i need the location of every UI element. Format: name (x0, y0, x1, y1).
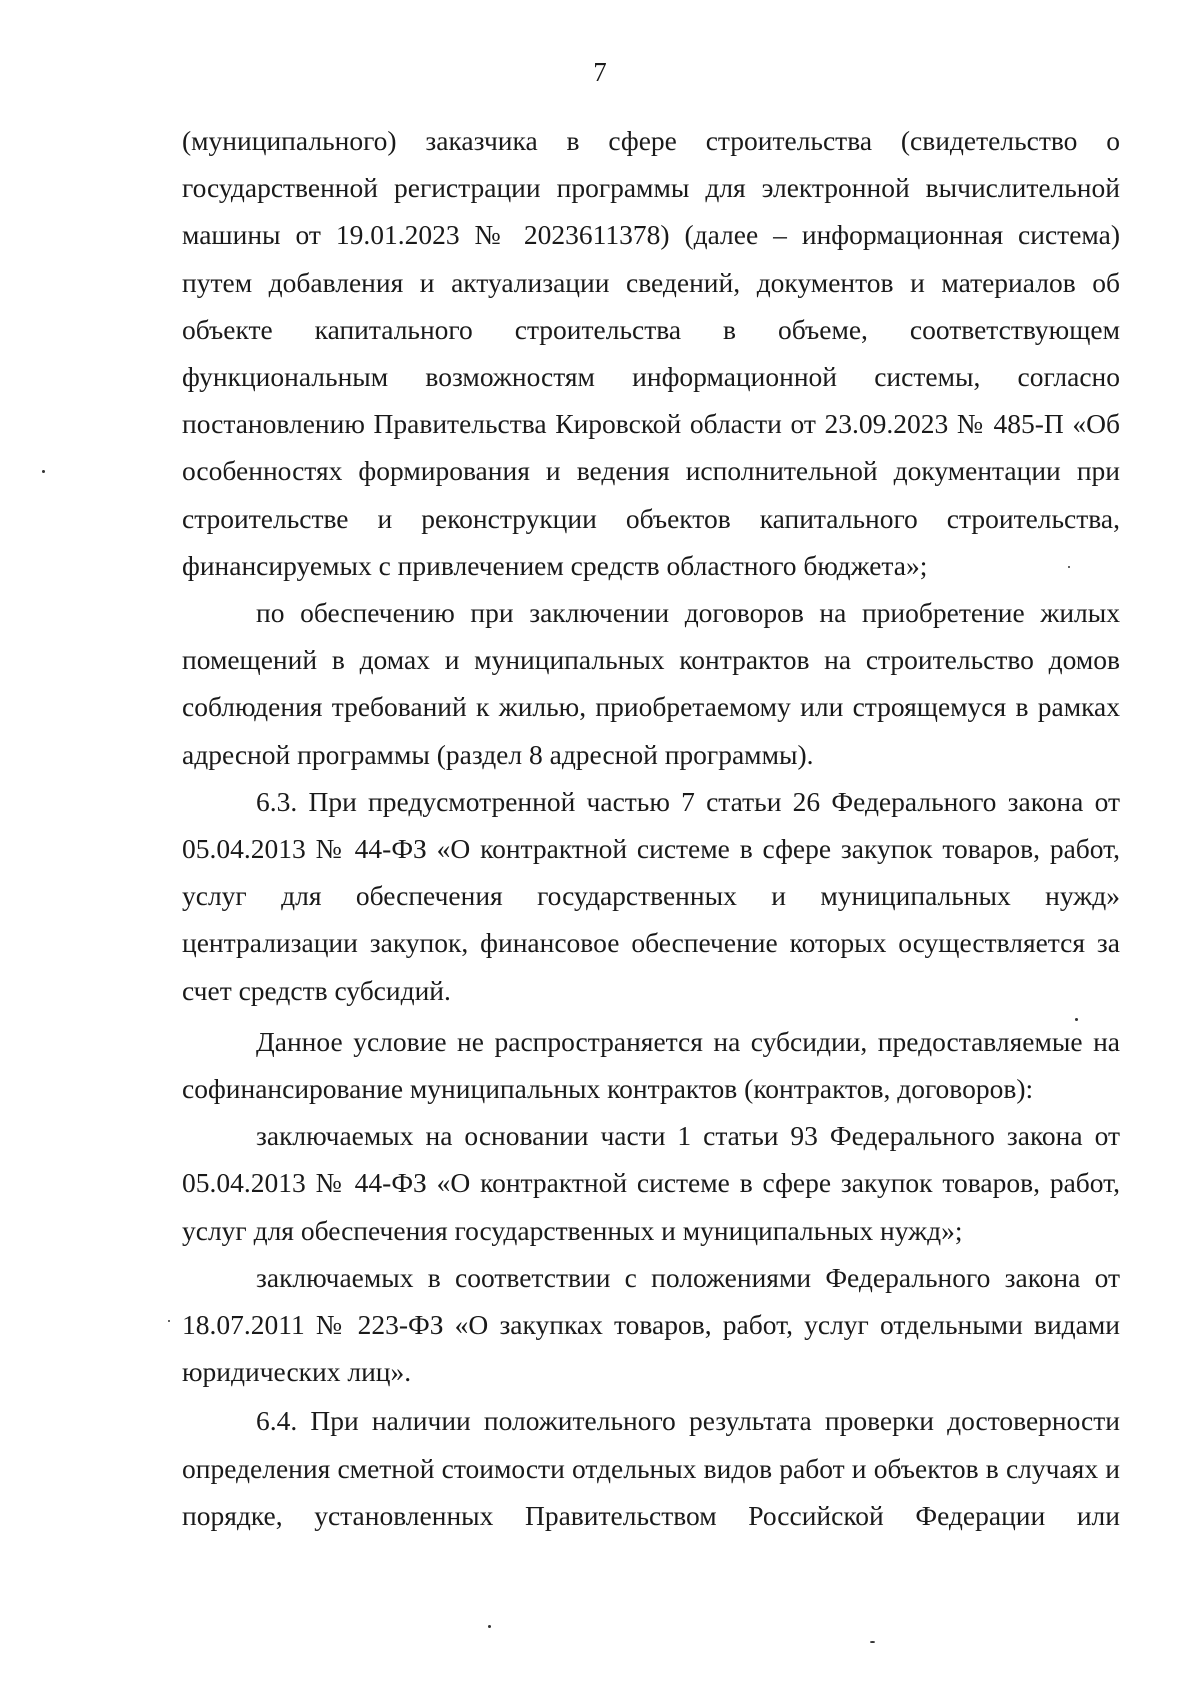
scan-speck (488, 1625, 491, 1628)
paragraph-223-fz: заключаемых в соответствии с положениями Федерального закона от 18.07.2011 № 223-ФЗ «О закупках товаров, работ, услуг отдельными видами юридических лиц». (182, 1261, 1120, 1388)
scan-speck (168, 1320, 170, 1322)
scan-speck (1075, 1018, 1078, 1021)
paragraph-6-4: 6.4. При наличии положительного результата проверки достоверности определения сметной стоимости отдельных видов работ и объектов в случаях и порядке, установленных Правительством Российской Федерации или (182, 1405, 1120, 1531)
scan-speck (1068, 566, 1070, 568)
scan-speck (42, 470, 45, 473)
paragraph-housing-requirements: по обеспечению при заключении договоров на приобретение жилых помещений в домах и муниципальных контрактов на строительство домов соблюдения требований к жилью, приобретаемому или строящемуся в рамках адресной программы (раздел 8 адресной программы). (182, 597, 1120, 770)
paragraph-continuation: (муниципального) заказчика в сфере строительства (свидетельство о государственной регистрации программы для электронной вычислительной машины от 19.01.2023 № 2023611378) (далее – информационная система) путем добавления и актуализации сведений, документов и материалов об объекте капитального строительства в объеме, соответствующем функциональным возможностям информационной системы, согласно постановлению Правительства Кировской области от 23.09.2023 № 485-П «Об особенностях формирования и ведения исполнительной документации при строительстве и реконструкции объектов капитального строительства, финансируемых с привлечением средств областного бюджета»; (182, 125, 1120, 581)
page-number: 7 (593, 57, 607, 87)
paragraph-article-93: заключаемых на основании части 1 статьи 93 Федерального закона от 05.04.2013 № 44-ФЗ «О контрактной системе в сфере закупок товаров, работ, услуг для обеспечения государственных и муниципальных нужд»; (182, 1120, 1120, 1246)
paragraph-6-3: 6.3. При предусмотренной частью 7 статьи 26 Федерального закона от 05.04.2013 № 44-ФЗ «О контрактной системе в сфере закупок товаров, работ, услуг для обеспечения государственных и муниципальных нужд» централизации закупок, финансовое обеспечение которых осуществляется за счет средств субсидий. (182, 785, 1120, 1006)
document-body (182, 117, 1120, 1539)
paragraph-condition-exception: Данное условие не распространяется на субсидии, предоставляемые на софинансирование муниципальных контрактов (контрактов, договоров): (182, 1025, 1120, 1105)
scan-speck (870, 1641, 875, 1643)
